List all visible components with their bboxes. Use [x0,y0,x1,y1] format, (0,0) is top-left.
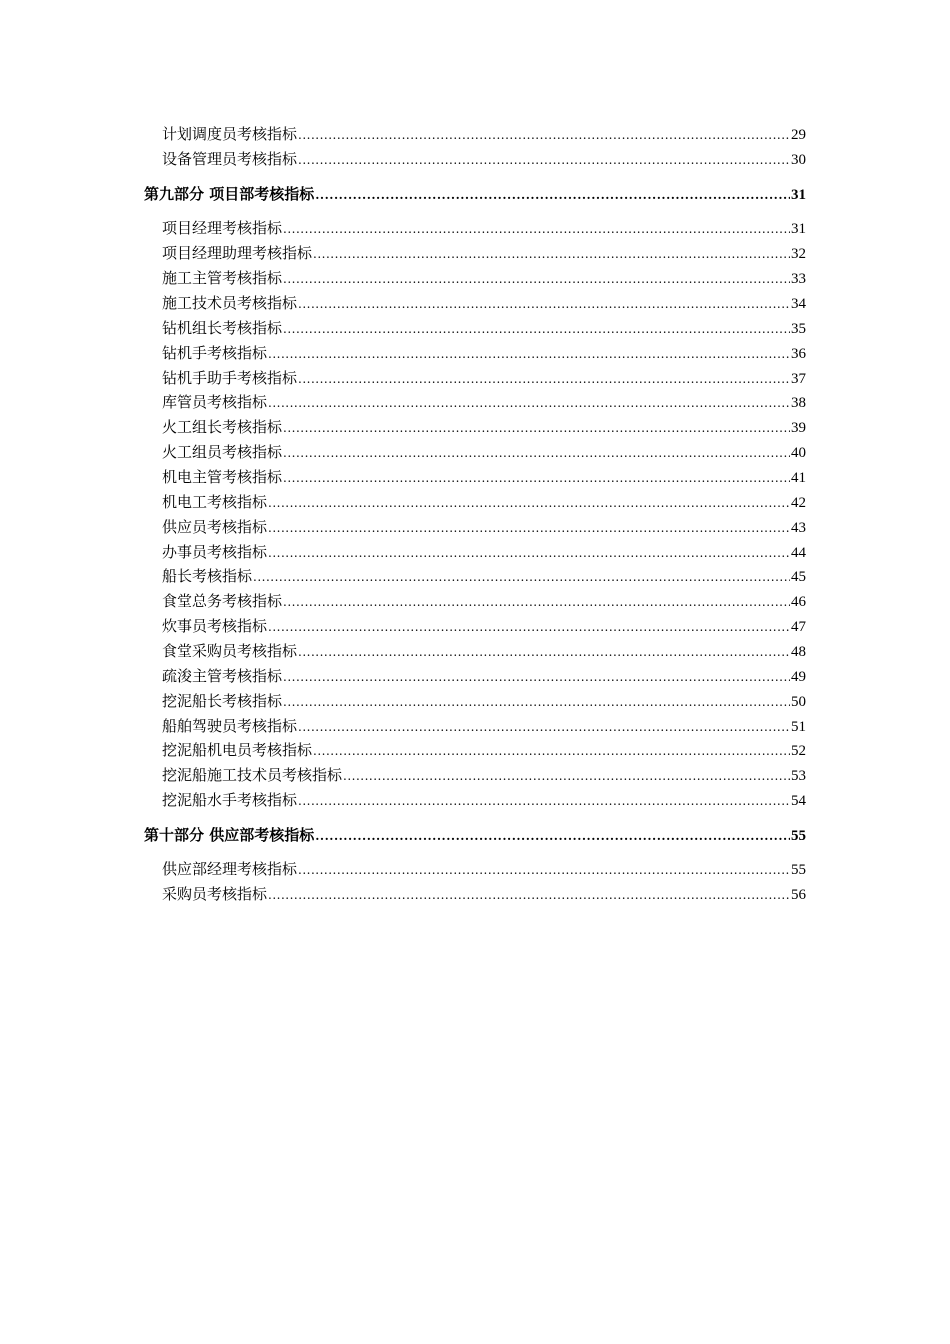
toc-entry[interactable] [162,641,806,661]
dot-leader [343,766,790,786]
toc-entry-page-number: 34 [791,296,806,312]
toc-entry-page-number: 41 [791,470,806,486]
toc-entry-page-number: 53 [791,768,806,784]
toc-entry[interactable] [162,343,806,363]
dot-leader [298,642,790,662]
toc-entry-page-number: 50 [791,694,806,710]
dot-leader [283,269,790,289]
toc-entry-page-number: 44 [791,545,806,561]
dot-leader [298,294,790,314]
toc-entry[interactable] [162,859,806,879]
toc-entry[interactable] [162,467,806,487]
toc-entry-page-number: 37 [791,371,806,387]
toc-part-heading[interactable] [144,184,806,204]
toc-entry[interactable] [162,716,806,736]
dot-leader [268,493,790,513]
toc-entry-label: 挖泥船施工技术员考核指标 [162,766,343,784]
toc-entry-label: 机电主管考核指标 [162,468,283,486]
dot-leader [298,150,790,170]
dot-leader [268,885,790,905]
toc-entry-label: 库管员考核指标 [162,393,268,411]
toc-entry-label: 火工组员考核指标 [162,443,283,461]
toc-entry-page-number: 45 [791,569,806,585]
dot-leader [253,567,790,587]
toc-entry-page-number: 30 [791,152,806,168]
toc-entry-label: 设备管理员考核指标 [162,150,298,168]
toc-entry[interactable] [162,765,806,785]
toc-entry-page-number: 42 [791,495,806,511]
toc-entry-page-number: 33 [791,271,806,287]
dot-leader [298,860,790,880]
toc-entry[interactable] [162,616,806,636]
dot-leader [298,125,790,145]
toc-entry-label: 挖泥船水手考核指标 [162,791,298,809]
toc-entry[interactable] [162,542,806,562]
toc-entry[interactable] [162,293,806,313]
toc-entry-label: 第九部分 项目部考核指标 [144,185,315,203]
toc-entry-page-number: 31 [791,187,806,203]
toc-entry-label: 供应部经理考核指标 [162,860,298,878]
toc-entry-page-number: 51 [791,719,806,735]
toc-entry-label: 项目经理助理考核指标 [162,244,313,262]
toc-entry-label: 挖泥船长考核指标 [162,692,283,710]
toc-entry-page-number: 49 [791,669,806,685]
toc-entry-label: 食堂总务考核指标 [162,592,283,610]
toc-entry[interactable] [162,149,806,169]
dot-leader [283,468,790,488]
toc-entry[interactable] [162,392,806,412]
dot-leader [313,244,790,264]
toc-entry[interactable] [162,492,806,512]
toc-entry-page-number: 52 [791,743,806,759]
toc-entry[interactable] [162,884,806,904]
toc-entry-page-number: 32 [791,246,806,262]
toc-entry-page-number: 46 [791,594,806,610]
toc-entry[interactable] [162,318,806,338]
toc-entry[interactable] [162,591,806,611]
toc-entry-label: 食堂采购员考核指标 [162,642,298,660]
toc-entry-label: 船长考核指标 [162,567,253,585]
toc-entry-page-number: 55 [791,828,806,844]
dot-leader [283,319,790,339]
dot-leader [298,369,790,389]
toc-entry-label: 办事员考核指标 [162,543,268,561]
toc-entry-label: 施工技术员考核指标 [162,294,298,312]
dot-leader [283,443,790,463]
toc-entry[interactable] [162,566,806,586]
dot-leader [315,826,790,846]
toc-entry[interactable] [162,368,806,388]
dot-leader [298,717,790,737]
toc-entry-page-number: 47 [791,619,806,635]
toc-entry-label: 钻机手考核指标 [162,344,268,362]
toc-entry[interactable] [162,790,806,810]
toc-entry[interactable] [162,666,806,686]
dot-leader [283,667,790,687]
toc-entry-label: 采购员考核指标 [162,885,268,903]
toc-entry-page-number: 39 [791,420,806,436]
toc-entry-label: 施工主管考核指标 [162,269,283,287]
toc-entry-label: 疏浚主管考核指标 [162,667,283,685]
dot-leader [315,185,790,205]
toc-entry-page-number: 31 [791,221,806,237]
toc-entry-page-number: 48 [791,644,806,660]
toc-entry-page-number: 36 [791,346,806,362]
dot-leader [283,592,790,612]
dot-leader [268,543,790,563]
toc-entry-page-number: 43 [791,520,806,536]
toc-entry[interactable] [162,517,806,537]
toc-entry-label: 供应员考核指标 [162,518,268,536]
toc-entry-label: 计划调度员考核指标 [162,125,298,143]
dot-leader [298,791,790,811]
toc-entry-page-number: 55 [791,862,806,878]
toc-entry-page-number: 40 [791,445,806,461]
toc-entry[interactable] [162,740,806,760]
toc-entry-page-number: 54 [791,793,806,809]
toc-entry-label: 火工组长考核指标 [162,418,283,436]
toc-entry[interactable] [162,691,806,711]
toc-entry[interactable] [162,268,806,288]
toc-entry[interactable] [162,243,806,263]
toc-entry-label: 项目经理考核指标 [162,219,283,237]
dot-leader [268,344,790,364]
toc-entry-page-number: 56 [791,887,806,903]
toc-entry-page-number: 29 [791,127,806,143]
toc-entry[interactable] [162,417,806,437]
dot-leader [313,741,790,761]
toc-entry-label: 钻机组长考核指标 [162,319,283,337]
dot-leader [268,518,790,538]
toc-entry-label: 第十部分 供应部考核指标 [144,826,315,844]
dot-leader [283,418,790,438]
toc-part-heading[interactable] [144,825,806,845]
dot-leader [283,692,790,712]
toc-entry[interactable] [162,442,806,462]
dot-leader [268,393,790,413]
toc-entry-label: 钻机手助手考核指标 [162,369,298,387]
toc-entry-label: 挖泥船机电员考核指标 [162,741,313,759]
toc-entry-label: 机电工考核指标 [162,493,268,511]
dot-leader [268,617,790,637]
toc-entry[interactable] [162,218,806,238]
toc-entry[interactable] [162,124,806,144]
toc-entry-page-number: 38 [791,395,806,411]
dot-leader [283,219,790,239]
toc-entry-page-number: 35 [791,321,806,337]
toc-entry-label: 炊事员考核指标 [162,617,268,635]
toc-entry-label: 船舶驾驶员考核指标 [162,717,298,735]
